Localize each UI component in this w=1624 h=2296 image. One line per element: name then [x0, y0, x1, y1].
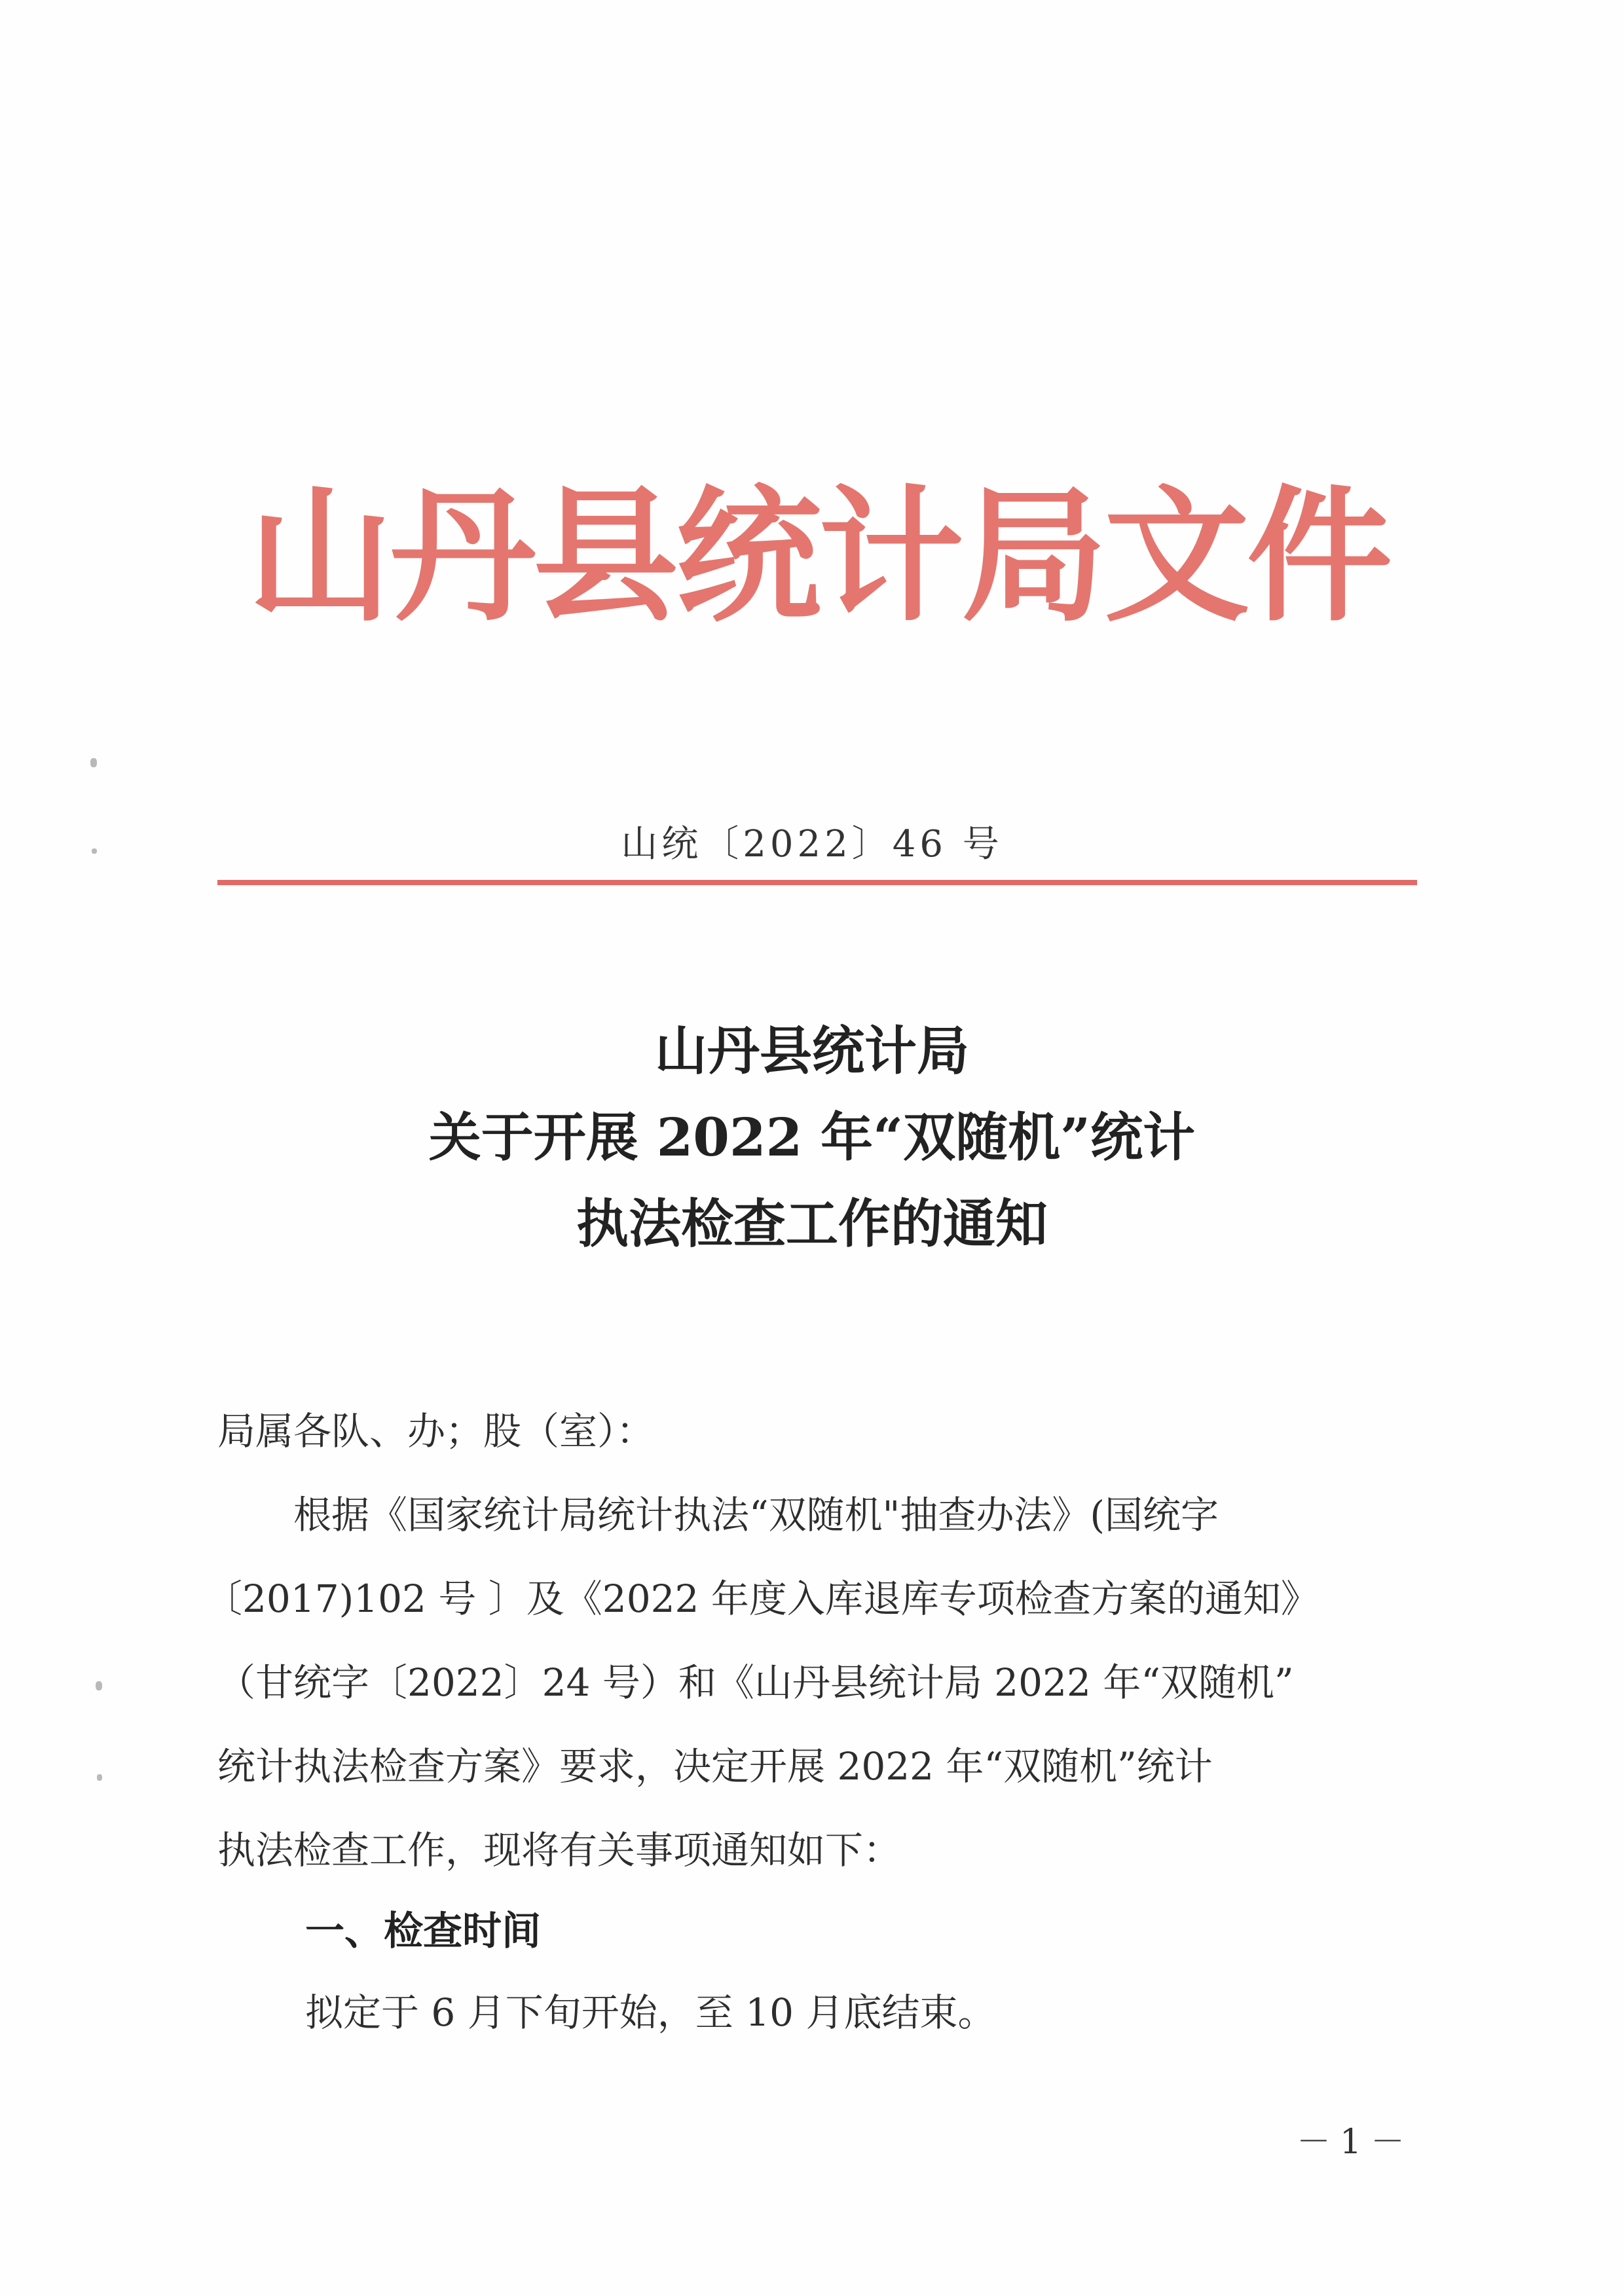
notice-title-line-2: 关于开展 2022 年“双随机”统计: [428, 1106, 1196, 1168]
red-divider-line: [217, 880, 1417, 885]
notice-title-line-1: 山丹县统计局: [655, 1020, 969, 1082]
page-number: －1－: [1297, 2123, 1414, 2162]
salutation: 局属各队、办；股（室）：: [217, 1409, 655, 1453]
section-1-text: 拟定于 6 月下旬开始，至 10 月底结束。: [305, 1990, 996, 2035]
notice-title-line-3: 执法检查工作的通知: [576, 1193, 1048, 1254]
scan-speck: [90, 758, 97, 767]
section-1-heading: 一、检查时间: [305, 1908, 541, 1954]
scan-speck: [92, 848, 97, 854]
document-number: 山统〔2022〕46 号: [621, 823, 1003, 866]
paragraph-1-line-5: 执法检查工作，现将有关事项通知如下：: [217, 1828, 902, 1872]
paragraph-1-line-3: （甘统字〔2022〕24 号）和《山丹县统计局 2022 年“双随机”: [217, 1660, 1294, 1705]
scan-speck: [97, 1774, 102, 1781]
paragraph-1-line-4: 统计执法检查方案》要求，决定开展 2022 年“双随机”统计: [217, 1744, 1213, 1789]
letterhead-title: 山丹县统计局文件: [248, 471, 1390, 642]
scan-speck: [96, 1681, 102, 1690]
paragraph-1-line-1: 根据《国家统计局统计执法“双随机"抽查办法》(国统字: [217, 1493, 1219, 1537]
paragraph-1-line-2: 〔2017)102 号 〕及《2022 年度入库退库专项检查方案的通知》: [204, 1576, 1319, 1621]
